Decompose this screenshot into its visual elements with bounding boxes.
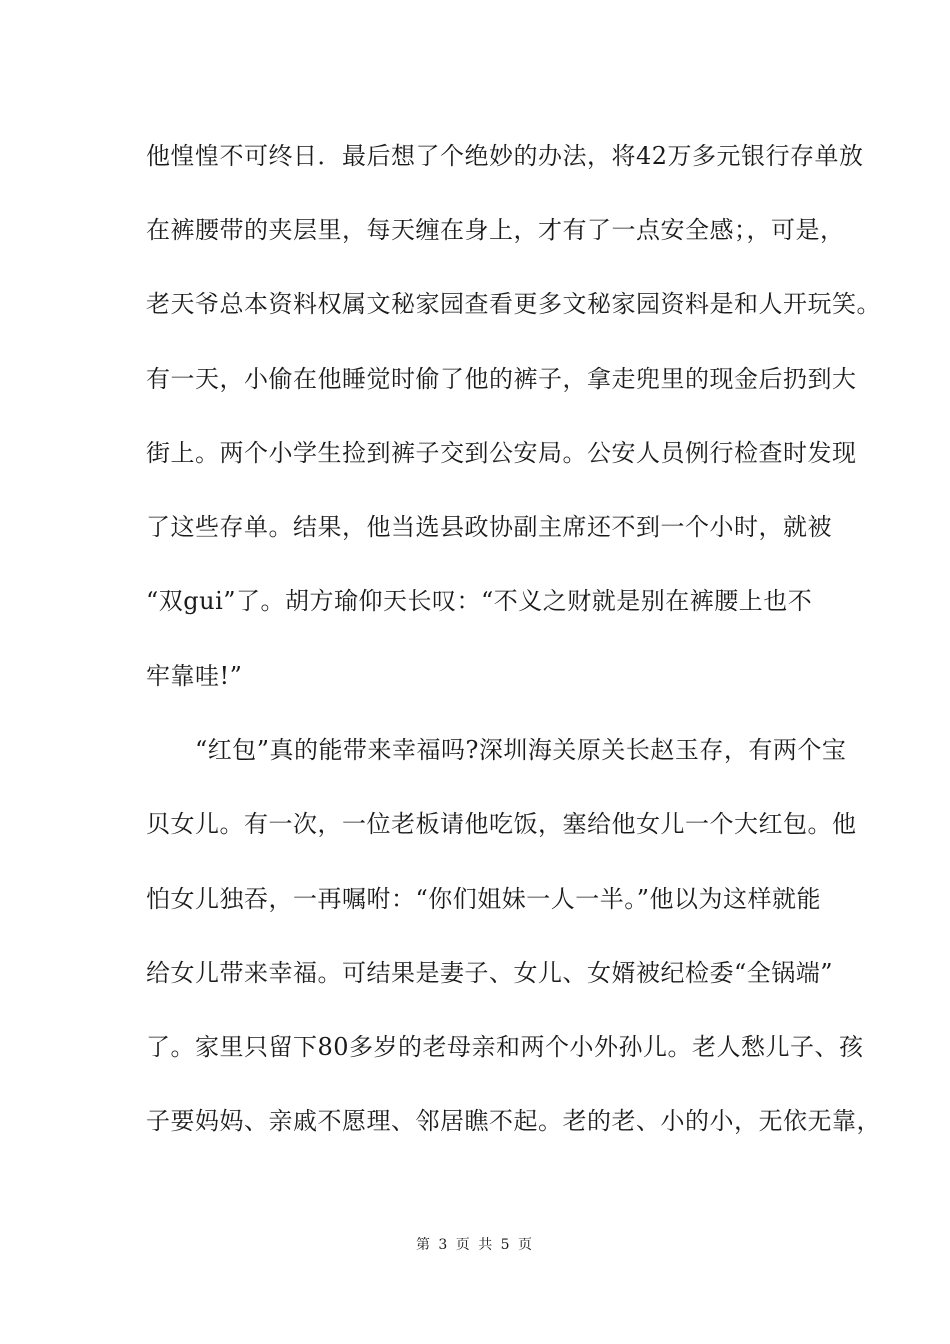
- text-line-14: 子要妈妈、亲戚不愿理、邻居瞧不起。老的老、小的小，无依无靠，: [146, 1107, 881, 1135]
- text-line-7: “双gui”了。胡方瑜仰天长叹：“不义之财就是别在裤腰上也不: [146, 587, 813, 615]
- text-line-2: 在裤腰带的夹层里，每天缠在身上，才有了一点安全感；，可是，: [146, 216, 845, 244]
- text-line-4: 有一天，小偷在他睡觉时偷了他的裤子，拿走兜里的现金后扔到大: [146, 365, 857, 393]
- text-line-6: 了这些存单。结果，他当选县政协副主席还不到一个小时，就被: [146, 513, 832, 541]
- text-line-10: 贝女儿。有一次，一位老板请他吃饭，塞给他女儿一个大红包。他: [146, 810, 857, 838]
- text-line-1: 他惶惶不可终日．最后想了个绝妙的办法，将42万多元银行存单放: [146, 142, 864, 170]
- text-line-9: “红包”真的能带来幸福吗?深圳海关原关长赵玉存，有两个宝: [146, 736, 847, 764]
- page-number-footer: 第 3 页 共 5 页: [415, 1237, 535, 1253]
- text-line-11: 怕女儿独吞，一再嘱咐：“你们姐妹一人一半。”他以为这样就能: [146, 885, 822, 913]
- text-line-8: 牢靠哇!”: [146, 662, 243, 690]
- text-line-13: 了。家里只留下80多岁的老母亲和两个小外孙儿。老人愁儿子、孩: [146, 1033, 864, 1061]
- text-line-3: 老天爷总本资料权属文秘家园查看更多文秘家园资料是和人开玩笑。: [146, 290, 881, 318]
- text-line-12: 给女儿带来幸福。可结果是妻子、女儿、女婿被纪检委“全锅端”: [146, 959, 834, 987]
- text-line-5: 街上。两个小学生捡到裤子交到公安局。公安人员例行检查时发现: [146, 439, 857, 467]
